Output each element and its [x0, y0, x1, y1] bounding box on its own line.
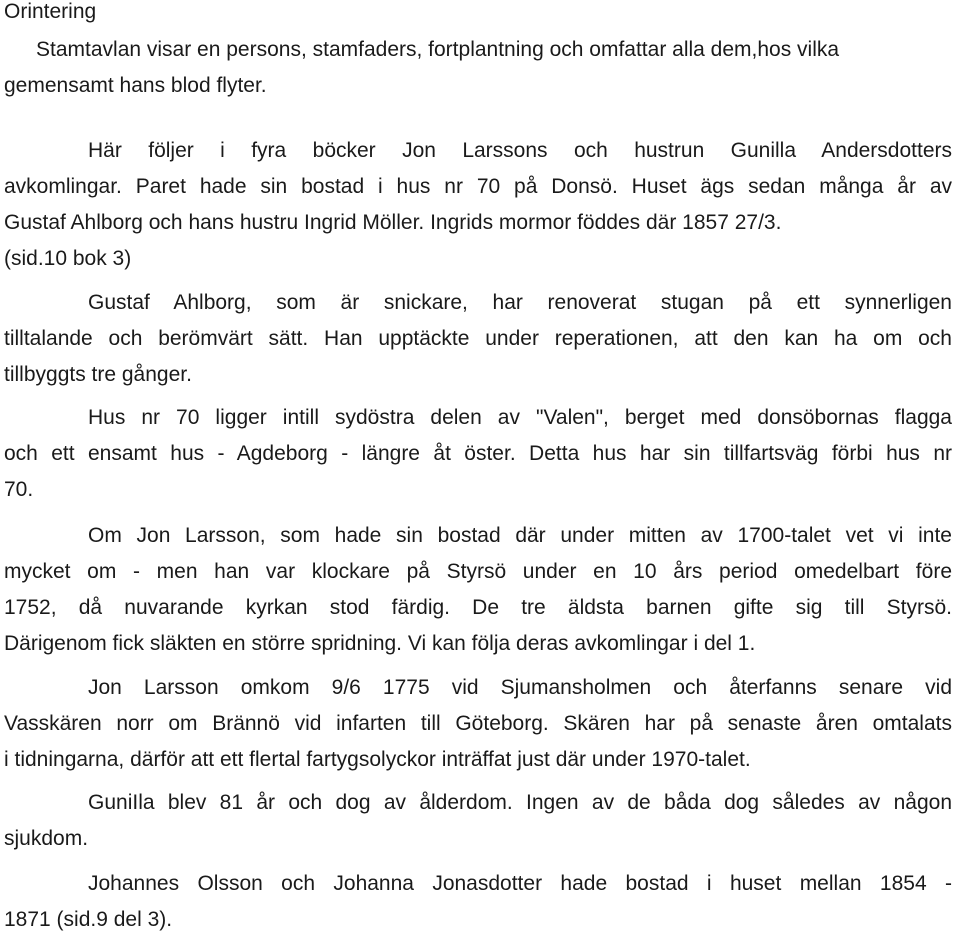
heading: Orintering — [4, 0, 97, 23]
text-line: i tidningarna, därför att ett flertal fartygsolyckor inträffat just där under 1970-talet. — [4, 748, 751, 771]
text-line: Johannes Olsson och Johanna Jonasdotter hade bostad i huset mellan 1854 - — [88, 872, 952, 895]
text-line: Därigenom fick släkten en större spridning. Vi kan följa deras avkomlingar i del 1. — [4, 632, 756, 655]
text-line: och ett ensamt hus - Agdeborg - längre åt öster. Detta hus har sin tillfartsväg förbi hus nr — [4, 442, 952, 465]
text-line: avkomlingar. Paret hade sin bostad i hus nr 70 på Donsö. Huset ägs sedan många år av — [4, 175, 952, 198]
text-line: 1871 (sid.9 del 3). — [4, 908, 173, 931]
text-line: Stamtavlan visar en persons, stamfaders, fortplantning och omfattar alla dem,hos vilka — [36, 38, 840, 61]
text-line: Gustaf Ahlborg, som är snickare, har renoverat stugan på ett synnerligen — [88, 291, 952, 314]
text-line: Vasskären norr om Brännö vid infarten till Göteborg. Skären har på senaste åren omtalats — [4, 712, 952, 735]
text-line: Om Jon Larsson, som hade sin bostad där under mitten av 1700-talet vet vi inte — [88, 524, 952, 547]
text-line: sjukdom. — [4, 827, 89, 850]
text-line: tillbyggts tre gånger. — [4, 363, 192, 386]
text-line: 1752, då nuvarande kyrkan stod färdig. De tre äldsta barnen gifte sig till Styrsö. — [4, 596, 952, 619]
text-line: Hus nr 70 ligger intill sydöstra delen av "Valen", berget med donsöbornas flagga — [88, 406, 952, 429]
text-line: Gustaf Ahlborg och hans hustru Ingrid Möller. Ingrids mormor föddes där 1857 27/3. — [4, 211, 782, 234]
text-line: gemensamt hans blod flyter. — [4, 74, 267, 97]
text-line: (sid.10 bok 3) — [4, 247, 132, 270]
text-line: Jon Larsson omkom 9/6 1775 vid Sjumansholmen och återfanns senare vid — [88, 676, 952, 699]
text-line: tilltalande och berömvärt sätt. Han upptäckte under reperationen, att den kan ha om och — [4, 327, 952, 350]
text-line: Här följer i fyra böcker Jon Larssons och hustrun Gunilla Andersdotters — [88, 139, 952, 162]
text-line: 70. — [4, 478, 34, 501]
text-line: mycket om - men han var klockare på Styrsö under en 10 års period omedelbart före — [4, 560, 952, 583]
text-line: GuniIla blev 81 år och dog av ålderdom. Ingen av de båda dog således av någon — [88, 791, 952, 814]
